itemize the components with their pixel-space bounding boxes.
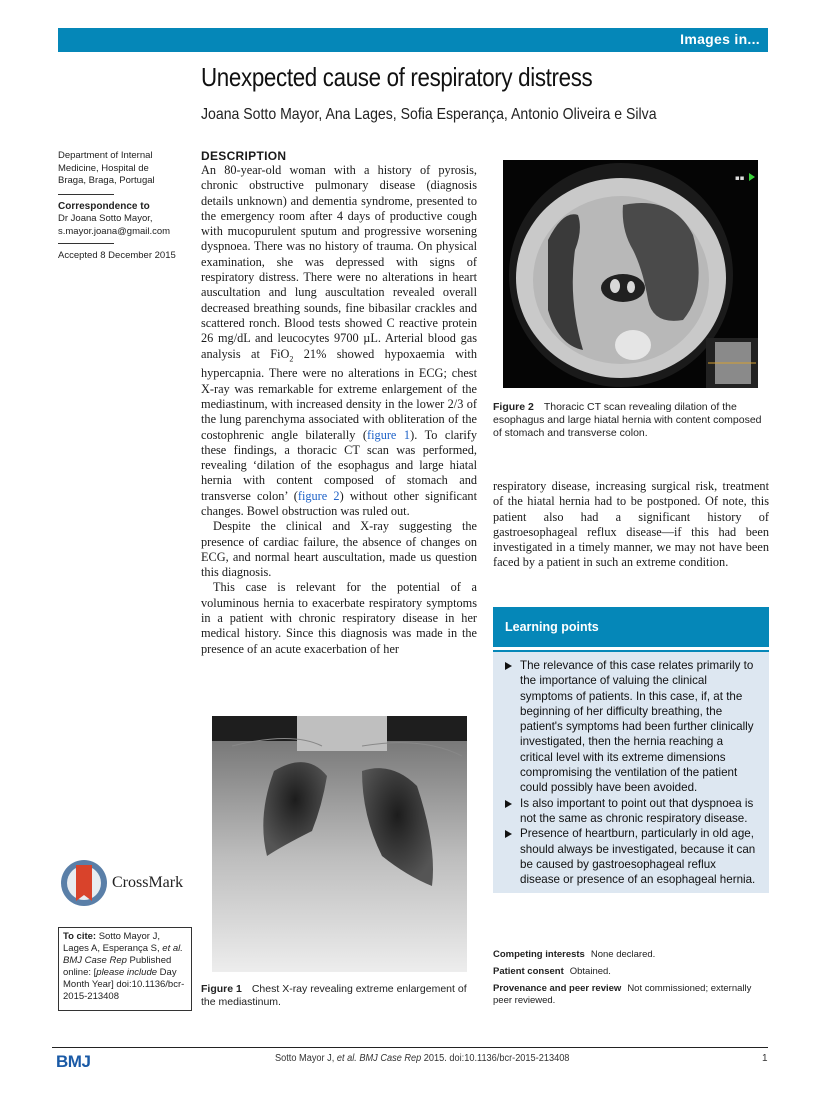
competing-interests xyxy=(493,949,769,961)
text-run: ) without other significant changes. Bowel obstruction was ruled out. xyxy=(201,488,477,518)
citation-etal: et al. xyxy=(162,943,183,954)
description-paragraph-1 xyxy=(201,163,477,519)
learning-points-title: Learning points xyxy=(505,620,599,634)
text-run: 21% showed hypoxaemia with hypercapnia. There were no alterations in ECG; chest X-ray was remarkable for extreme enlargement of the mediastinum, with increased density in the lower 2/3 of the lung parenchyma associated with obliteration of the costophrenic angle bilaterally ( xyxy=(201,346,477,442)
footer-citation-journal: et al. BMJ Case Rep xyxy=(336,1053,422,1064)
declaration-value: Not commissioned; externally peer reviewed. xyxy=(493,983,752,1006)
learning-point xyxy=(501,796,759,827)
learning-points-list xyxy=(493,650,769,887)
text-run: An 80-year-old woman with a history of pyrosis, chronic obstructive pulmonary disease (diagnosis details unknown) and dementia syndrome, presented to the emergency room after 4 days of productive cough with mucopurulent sputum and progressive worsening dyspnoea. There was no history of trauma. On physical examination, she was depressed with signs of respiratory distress. There were no alterations in heart auscultation and lung auscultation revealed overall decreased breathing sounds, fine bibasilar crackles and scattered ronch. Blood tests showed C reactive protein 26 mg/dL and leucocytes 9700 µL. Arterial blood gas analysis at FiO xyxy=(201,163,477,361)
footer-citation xyxy=(275,1053,569,1064)
learning-point xyxy=(501,826,759,887)
figure-2-label: Figure 2 xyxy=(493,401,534,413)
description-continued xyxy=(493,479,769,571)
learning-points-box xyxy=(493,607,769,893)
figure-1-caption xyxy=(201,983,481,1009)
citation-placeholder: please include xyxy=(96,967,158,978)
figure-2-link[interactable]: figure 2 xyxy=(297,488,340,503)
figure-2-caption xyxy=(493,401,768,440)
divider xyxy=(58,243,114,244)
article-title: Unexpected cause of respiratory distress xyxy=(201,62,593,92)
footer-citation-text: Sotto Mayor J, xyxy=(275,1053,337,1064)
description-paragraph-2: Despite the clinical and X-ray suggesting the presence of cardiac failure, the absence of changes on ECG, and normal heart auscultation, made us question this diagnosis. xyxy=(201,519,477,580)
citation-journal: BMJ Case Rep xyxy=(63,955,127,966)
figure-1-image xyxy=(212,716,467,972)
sidebar xyxy=(58,150,176,263)
description-paragraph-3: This case is relevant for the potential of a voluminous hernia to exacerbate respiratory symptoms in a patient with chronic respiratory disease in her medical history. Since this diagnosis was made in the presence of an acute exacerbation of her xyxy=(201,580,477,656)
divider xyxy=(58,194,114,195)
figure-1-caption-text: Chest X-ray revealing extreme enlargement of the mediastinum. xyxy=(201,983,467,1008)
triangle-bullet-icon xyxy=(505,662,512,670)
crossmark-icon xyxy=(60,857,108,909)
citation-label: To cite: xyxy=(63,931,97,942)
footer-citation-doi: 2015. doi:10.1136/bcr-2015-213408 xyxy=(421,1053,570,1064)
chest-xray-illustration xyxy=(212,716,467,972)
header-underline xyxy=(493,650,769,652)
footer-divider xyxy=(52,1047,768,1048)
declaration-label: Competing interests xyxy=(493,949,585,960)
section-banner xyxy=(58,28,768,52)
citation-text: Published online: [ xyxy=(63,955,172,978)
patient-consent xyxy=(493,966,769,978)
learning-points-header xyxy=(493,607,769,650)
crossmark-label: CrossMark xyxy=(112,874,184,891)
triangle-bullet-icon xyxy=(505,800,512,808)
figure-2-image xyxy=(503,160,758,388)
declaration-value: Obtained. xyxy=(569,966,611,977)
declaration-value: None declared. xyxy=(590,949,656,960)
citation-text: Sotto Mayor J, Lages A, Esperança S, xyxy=(63,931,163,954)
text-run: ). To clarify these findings, a thoracic CT scan was performed, revealing ‘dilation of the esophagus and large hiatal hernia with content composed of stomach and transverse colon’ ( xyxy=(201,427,478,503)
bmj-logo: BMJ xyxy=(56,1052,91,1071)
declaration-label: Patient consent xyxy=(493,966,564,977)
description-section xyxy=(201,149,477,657)
learning-point-text: Is also important to point out that dyspnoea is not the same as chronic respiratory disease. xyxy=(520,796,754,825)
declarations xyxy=(493,949,769,1012)
accepted-date: Accepted 8 December 2015 xyxy=(58,250,176,261)
figure-2-caption-text: Thoracic CT scan revealing dilation of the esophagus and large hiatal hernia with content composed of stomach and transverse colon. xyxy=(493,401,762,439)
section-label: Images in... xyxy=(680,31,760,47)
triangle-bullet-icon xyxy=(505,830,512,838)
page-number: 1 xyxy=(762,1053,768,1064)
svg-text:▪▪: ▪▪ xyxy=(735,174,745,182)
correspondence-heading: Correspondence to xyxy=(58,200,150,212)
figure-1-link[interactable]: figure 1 xyxy=(367,427,411,442)
article-authors: Joana Sotto Mayor, Ana Lages, Sofia Esperança, Antonio Oliveira e Silva xyxy=(201,106,657,123)
learning-point-text: Presence of heartburn, particularly in old age, should always be investigated, because it can be caused by gastroesophageal reflux disease or presence of an esophageal hernia. xyxy=(520,827,756,887)
citation-doi: Day Month Year] doi:10.1136/bcr-2015-213408 xyxy=(63,967,185,1002)
learning-point xyxy=(501,658,759,796)
learning-point-text: The relevance of this case relates primarily to the importance of valuing the clinical symptoms of patients. In this case, if, at the beginning of her difficulty breathing, the patient's symptoms had been further clinically investigated, then the hernia reaching a critical level with its extreme dimensions compromising the ventilation of the patient could possibly have been avoided. xyxy=(520,659,754,795)
description-heading: DESCRIPTION xyxy=(201,149,287,163)
affiliation: Department of Internal Medicine, Hospital de Braga, Braga, Portugal xyxy=(58,150,155,186)
citation-box xyxy=(58,927,192,1011)
ct-scan-illustration xyxy=(503,160,758,388)
correspondence-name: Dr Joana Sotto Mayor, xyxy=(58,213,153,224)
subscript: 2 xyxy=(289,354,294,364)
declaration-label: Provenance and peer review xyxy=(493,983,622,994)
description-paragraph-3-continued: respiratory disease, increasing surgical risk, treatment of the hiatal hernia had to be postponed. Of note, this patient also had a significant history of gastroesophageal reflux disease—if this had been investigated in a timely manner, we may not have been faced by a patient in such an extreme condition. xyxy=(493,479,769,570)
provenance xyxy=(493,983,769,1007)
crossmark-badge[interactable] xyxy=(60,857,190,913)
correspondence-email[interactable]: s.mayor.joana@gmail.com xyxy=(58,225,171,237)
figure-1-label: Figure 1 xyxy=(201,983,242,995)
